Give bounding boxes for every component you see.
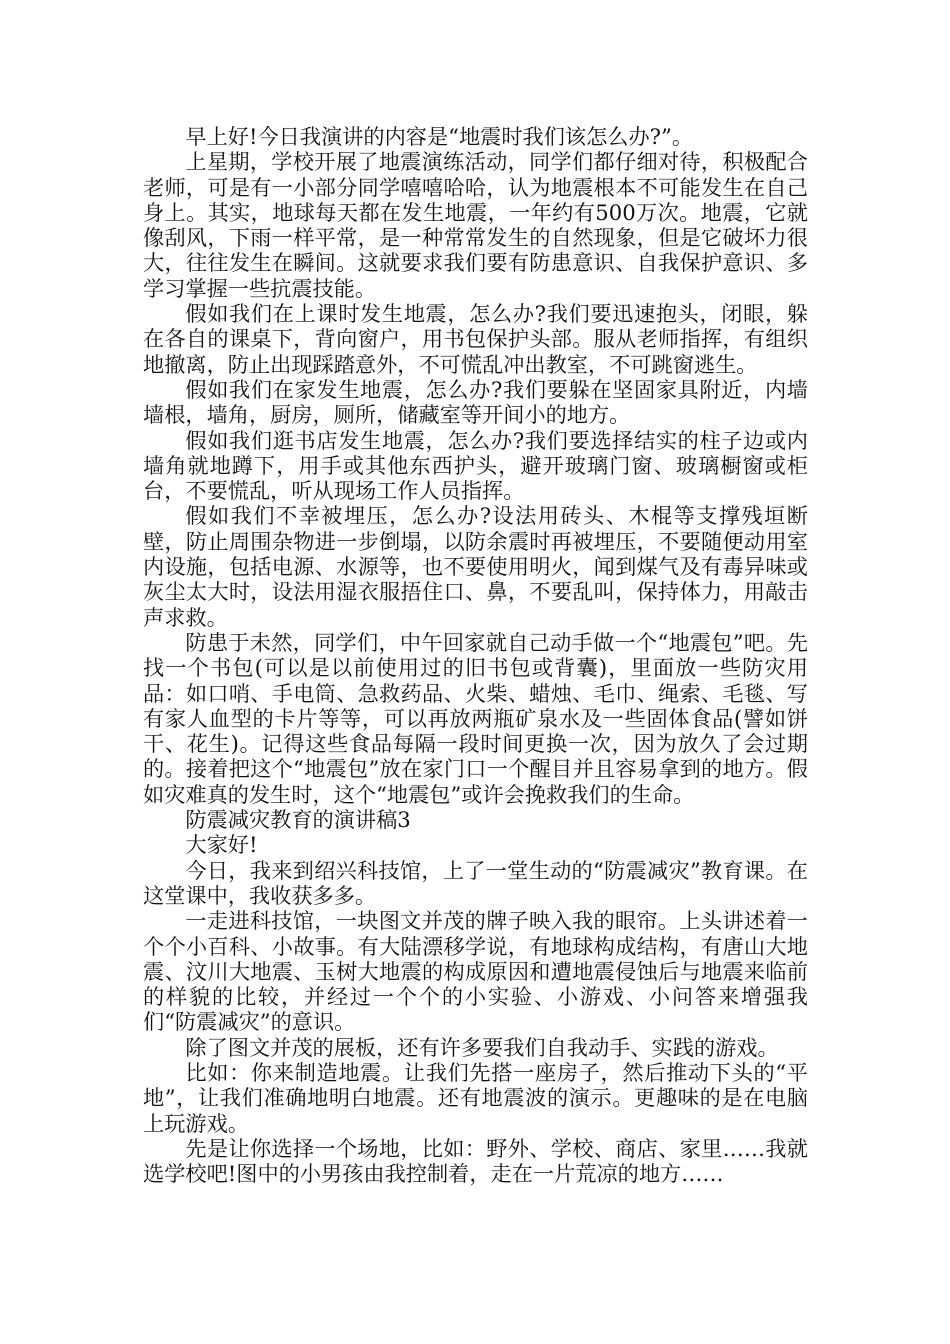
paragraph-bookstore: 假如我们逛书店发生地震，怎么办?我们要选择结实的柱子边或内墙角就地蹲下，用手或其他东西护头，避开玻璃门窗、玻璃橱窗或柜台，不要慌乱，听从现场工作人员指挥。	[143, 427, 808, 504]
document-page	[143, 124, 808, 1186]
paragraph-museum-visit: 今日，我来到绍兴科技馆，上了一堂生动的“防震减灾”教育课。在这堂课中，我收获多多。	[143, 857, 808, 908]
paragraph-computer-game: 先是让你选择一个场地，比如：野外、学校、商店、家里……我就选学校吧!图中的小男孩由我控制着，走在一片荒凉的地方……	[143, 1135, 808, 1187]
paragraph-salutation: 大家好!	[185, 832, 258, 858]
paragraph-drill: 上星期，学校开展了地震演练活动，同学们都仔细对待，积极配合老师，可是有一小部分同学嘻嘻哈哈，认为地震根本不可能发生在自己身上。其实，地球每天都在发生地震，一年约有500万次。地震，它就像刮风，下雨一样平常，是一种常常发生的自然现象，但是它破坏力很大，往往发生在瞬间。这就要求我们要有防患意识、自我保护意识、多学习掌握一些抗震技能。	[143, 149, 808, 301]
paragraph-hands-on: 除了图文并茂的展板，还有许多要我们自我动手、实践的游戏。	[185, 1034, 779, 1060]
paragraph-emergency-kit: 防患于未然，同学们，中午回家就自己动手做一个“地震包”吧。先找一个书包(可以是以前使用过的旧书包或背囊)，里面放一些防灾用品：如口哨、手电筒、急救药品、火柴、蜡烛、毛巾、绳索、毛毯、写有家人血型的卡片等等，可以再放两瓶矿泉水及一些固体食品(譬如饼干、花生)。记得这些食品每隔一段时间更换一次，因为放久了会过期的。接着把这个“地震包”放在家门口一个醒目并且容易拿到的地方。假如灾难真的发生时，这个“地震包”或许会挽救我们的生命。	[143, 629, 808, 807]
paragraph-greeting: 早上好!今日我演讲的内容是“地震时我们该怎么办?”。	[185, 124, 694, 149]
speech-heading: 防震减灾教育的演讲稿3	[185, 807, 411, 833]
paragraph-classroom: 假如我们在上课时发生地震，怎么办?我们要迅速抱头，闭眼，躲在各自的课桌下，背向窗户，用书包保护头部。服从老师指挥，有组织地撤离，防止出现踩踏意外，不可慌乱冲出教室，不可跳窗逃生。	[143, 301, 808, 377]
paragraph-exhibit-board: 一走进科技馆，一块图文并茂的牌子映入我的眼帘。上头讲述着一个个小百科、小故事。有大陆漂移学说，有地球构成结构，有唐山大地震、汶川大地震、玉树大地震的构成原因和遭地震侵蚀后与地震来临前的样貌的比较，并经过一个个的小实验、小游戏、小问答来增强我们“防震减灾”的意识。	[143, 908, 808, 1035]
paragraph-home: 假如我们在家发生地震，怎么办?我们要躲在坚固家具附近，内墙墙根，墙角，厨房，厕所，储藏室等开间小的地方。	[143, 376, 808, 428]
paragraph-trapped: 假如我们不幸被埋压，怎么办?设法用砖头、木棍等支撑残垣断壁，防止周围杂物进一步倒塌，以防余震时再被埋压，不要随便动用室内设施，包括电源、水源等，也不要使用明火，闻到煤气及有毒异味或灰尘太大时，设法用湿衣服捂住口、鼻，不要乱叫，保持体力，用敲击声求救。	[143, 503, 808, 630]
paragraph-make-quake: 比如：你来制造地震。让我们先搭一座房子，然后推动下头的“平地”，让我们准确地明白地震。还有地震波的演示。更趣味的是在电脑上玩游戏。	[143, 1059, 808, 1136]
